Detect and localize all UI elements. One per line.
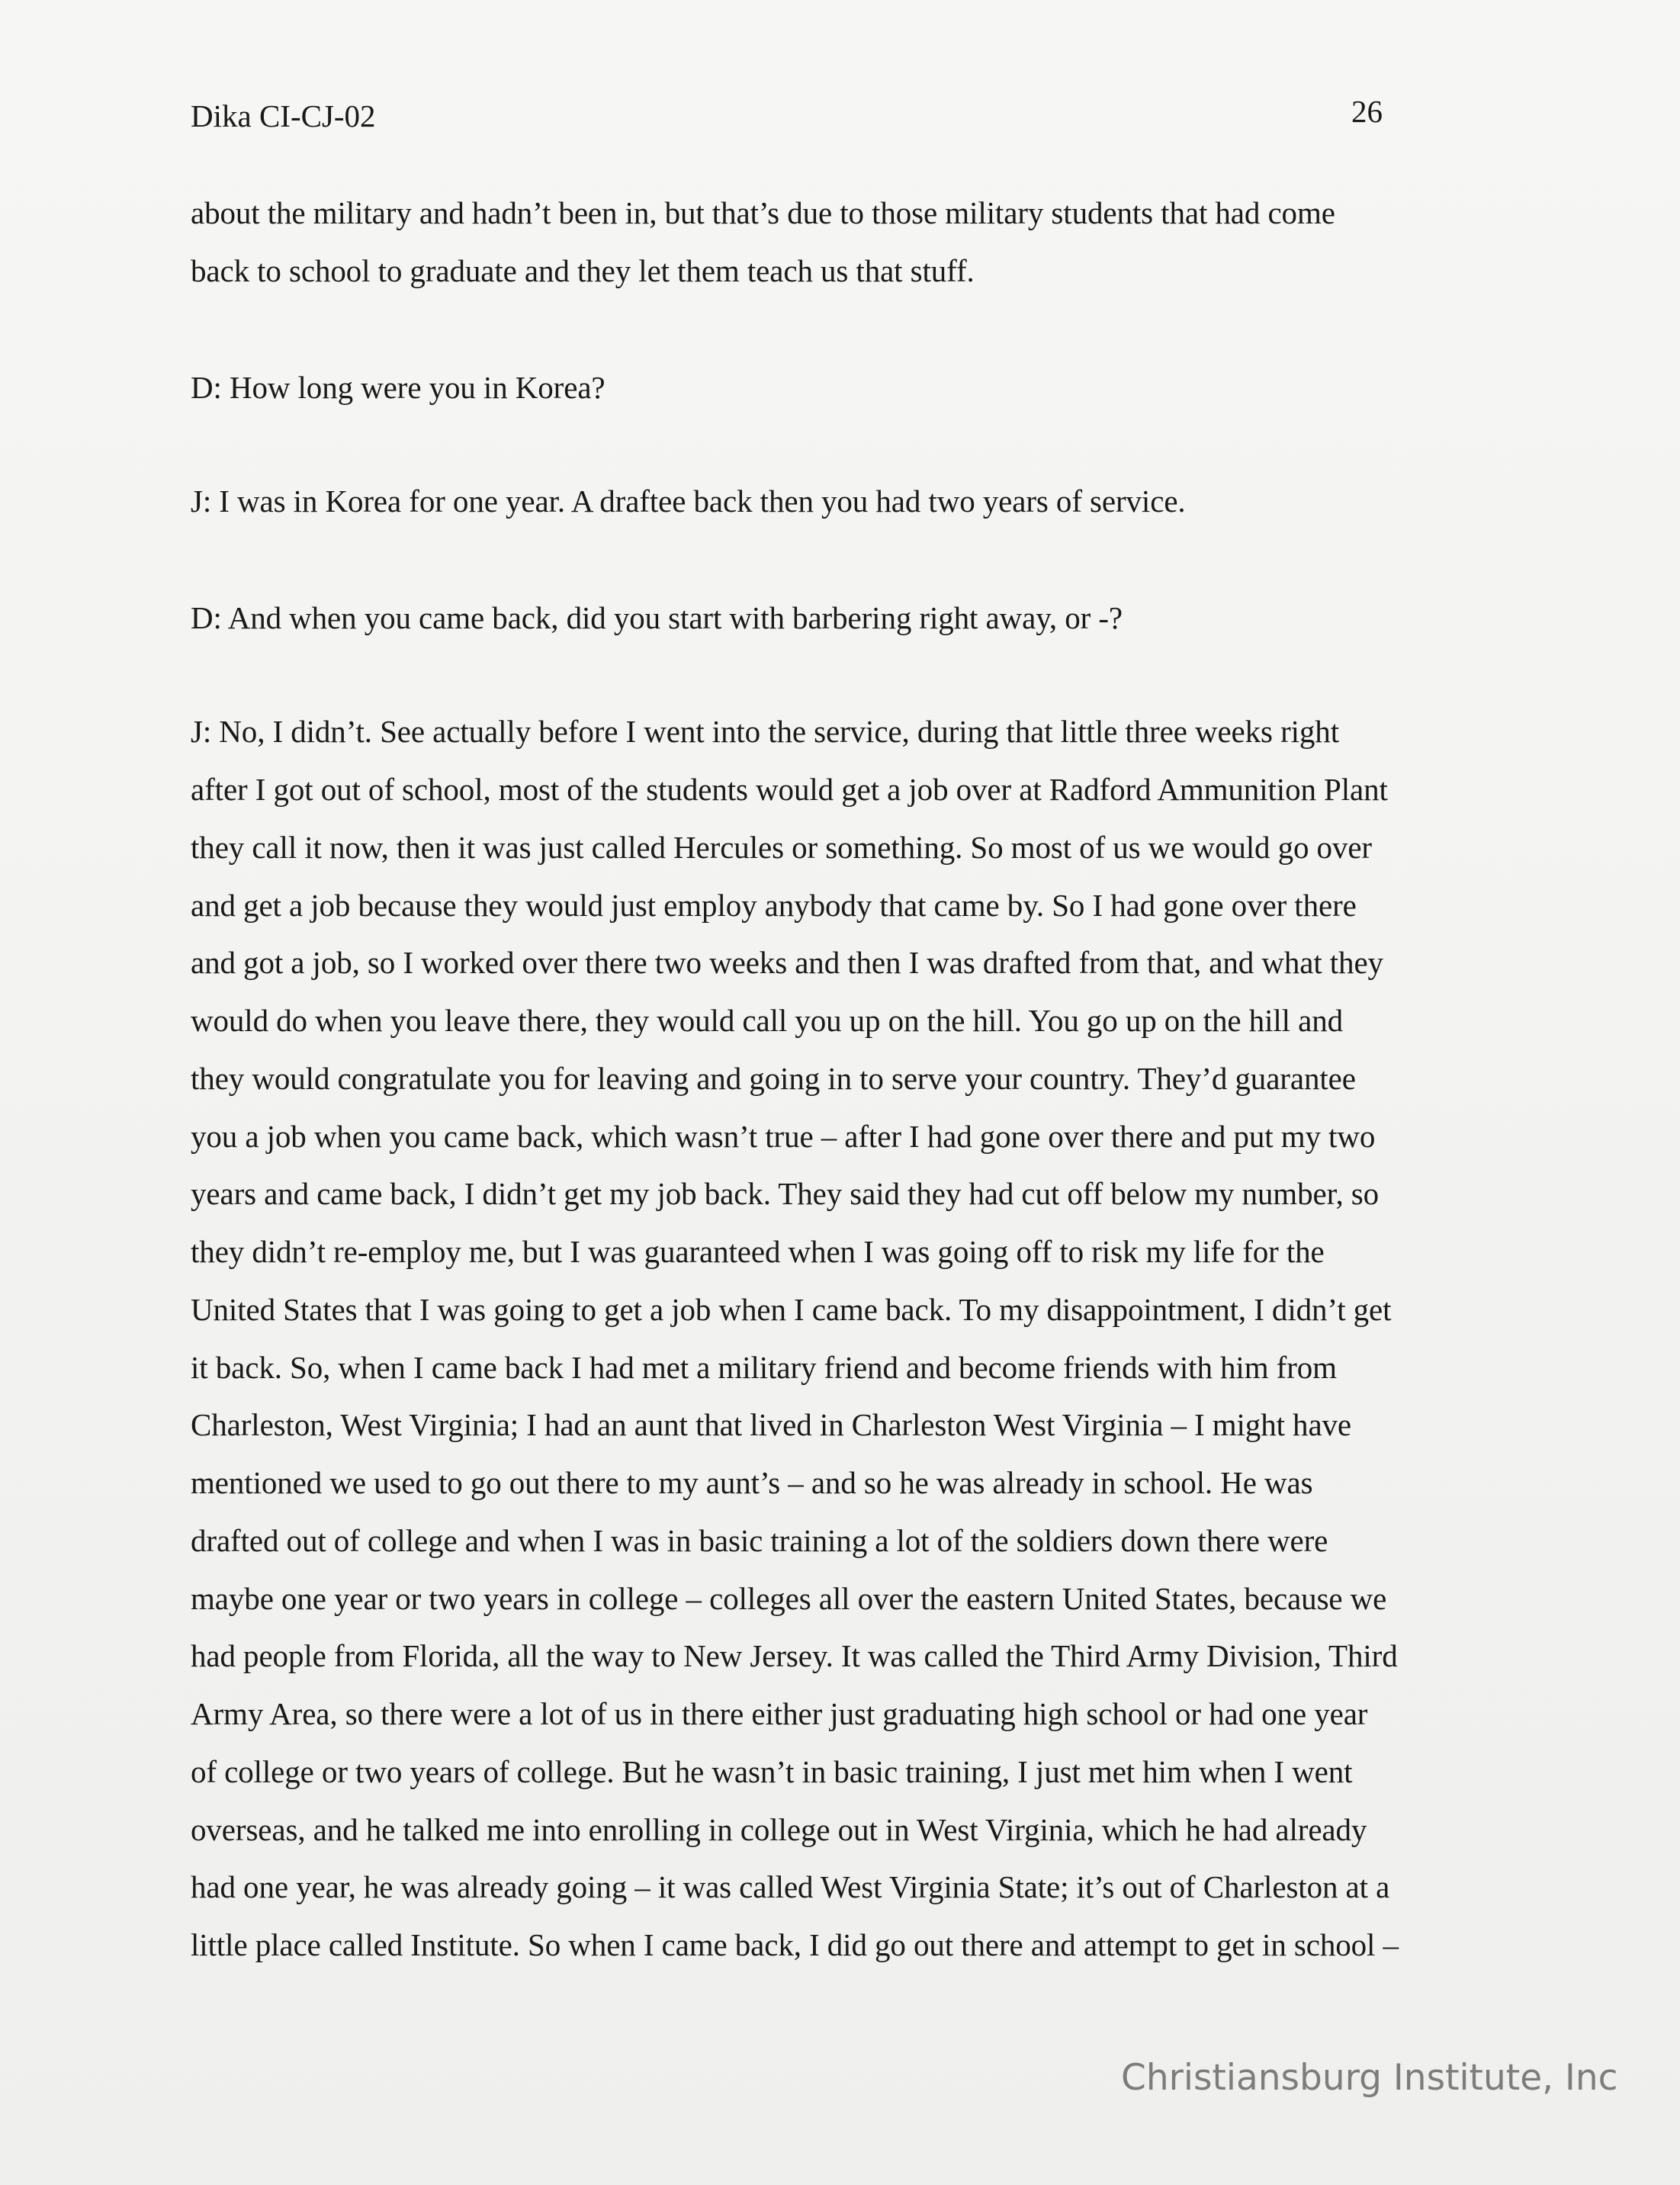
- question-line: D: How long were you in Korea?: [191, 370, 606, 405]
- text-line: you a job when you came back, which wasn’t true – after I had gone over there and put my two: [191, 1119, 1376, 1154]
- text-line: overseas, and he talked me into enrolling in college out in West Virginia, which he had already: [191, 1812, 1367, 1847]
- question-line: D: And when you came back, did you start with barbering right away, or -?: [191, 600, 1123, 635]
- text-line: drafted out of college and when I was in basic training a lot of the soldiers down there were: [191, 1523, 1328, 1558]
- text-line: Charleston, West Virginia; I had an aunt that lived in Charleston West Virginia – I might have: [191, 1407, 1352, 1442]
- text-line: of college or two years of college. But he wasn’t in basic training, I just met him when I went: [191, 1754, 1353, 1789]
- text-line: maybe one year or two years in college – colleges all over the eastern United States, because we: [191, 1581, 1387, 1616]
- text-line: it back. So, when I came back I had met a military friend and become friends with him from: [191, 1350, 1337, 1385]
- text-line: they didn’t re-employ me, but I was guaranteed when I was going off to risk my life for the: [191, 1234, 1325, 1269]
- answer-line: J: I was in Korea for one year. A draftee back then you had two years of service.: [191, 484, 1186, 519]
- text-line: Army Area, so there were a lot of us in there either just graduating high school or had one year: [191, 1696, 1368, 1731]
- text-line: and get a job because they would just employ anybody that came by. So I had gone over there: [191, 888, 1357, 923]
- text-line: they would congratulate you for leaving and going in to serve your country. They’d guarantee: [191, 1061, 1356, 1096]
- text-line: years and came back, I didn’t get my job back. They said they had cut off below my number, so: [191, 1176, 1380, 1211]
- text-line: after I got out of school, most of the students would get a job over at Radford Ammunition Plant: [191, 772, 1388, 807]
- text-line: had people from Florida, all the way to New Jersey. It was called the Third Army Division, Third: [191, 1638, 1398, 1673]
- watermark-text: Christiansburg Institute, Inc: [1121, 2057, 1618, 2099]
- document-id-header: Dika CI-CJ-02: [191, 98, 376, 133]
- page-number: 26: [1351, 94, 1383, 129]
- answer-line: J: No, I didn’t. See actually before I went into the service, during that little three weeks right: [191, 714, 1339, 749]
- text-line: about the military and hadn’t been in, but that’s due to those military students that had come: [191, 195, 1335, 230]
- text-line: back to school to graduate and they let them teach us that stuff.: [191, 253, 975, 288]
- text-line: mentioned we used to go out there to my aunt’s – and so he was already in school. He was: [191, 1465, 1313, 1500]
- text-line: had one year, he was already going – it was called West Virginia State; it’s out of Charleston at a: [191, 1869, 1390, 1904]
- text-line: would do when you leave there, they would call you up on the hill. You go up on the hill and: [191, 1003, 1344, 1038]
- text-line: and got a job, so I worked over there two weeks and then I was drafted from that, and what they: [191, 945, 1383, 980]
- text-line: they call it now, then it was just called Hercules or something. So most of us we would go over: [191, 830, 1372, 865]
- text-line: little place called Institute. So when I came back, I did go out there and attempt to get in school –: [191, 1927, 1399, 1962]
- text-line: United States that I was going to get a job when I came back. To my disappointment, I didn’t get: [191, 1292, 1392, 1327]
